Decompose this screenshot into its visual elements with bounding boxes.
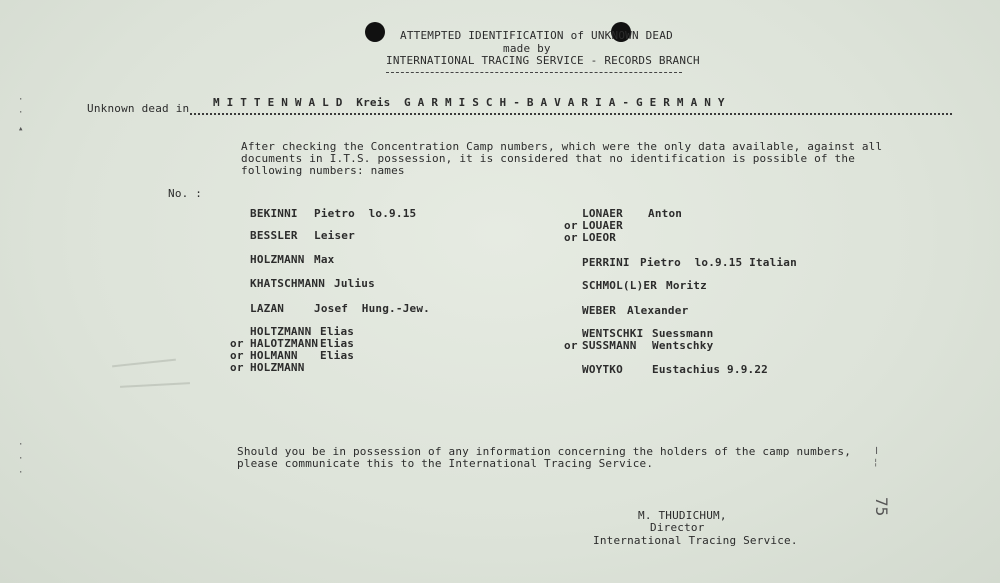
- header-title: ATTEMPTED IDENTIFICATION of UNKNOWN DEAD: [400, 29, 673, 42]
- margin-mark: ▴: [18, 124, 24, 134]
- footer-line-2: please communicate this to the International Tracing Service.: [237, 457, 654, 470]
- name-entry: SUSSMANN: [582, 339, 637, 352]
- faded-mark: [120, 382, 190, 388]
- location-value: M I T T E N W A L D Kreis G A R M I S C H - B A V A R I A - G E R M A N Y: [213, 96, 725, 109]
- name-entry: BESSLER: [250, 229, 298, 242]
- name-entry-given: Elias: [320, 337, 355, 350]
- name-entry-given: Suessmann: [652, 327, 714, 340]
- margin-mark: ·: [18, 468, 24, 478]
- name-entry-given: Wentschky: [652, 339, 714, 352]
- margin-mark: ·: [18, 454, 24, 464]
- name-entry-given: Alexander: [627, 304, 689, 317]
- location-dotted-line: [190, 113, 952, 115]
- name-entry-given: Max: [314, 253, 335, 266]
- signature-organization: International Tracing Service.: [593, 534, 798, 547]
- name-entry: HOLZMANN: [250, 253, 305, 266]
- name-entry: LOEOR: [582, 231, 617, 244]
- name-entry: WEBER: [582, 304, 617, 317]
- faded-mark: [112, 359, 176, 368]
- or-label: or: [564, 339, 578, 352]
- margin-mark: ·: [18, 95, 24, 105]
- margin-mark: ╷: [873, 440, 881, 454]
- intro-line-2: documents in I.T.S. possession, it is considered that no identification is possible of the: [241, 152, 856, 165]
- footer-line-1: Should you be in possession of any information concerning the holders of the camp numbers,: [237, 445, 852, 458]
- name-entry: BEKINNI: [250, 207, 298, 220]
- name-entry: LOUAER: [582, 219, 623, 232]
- name-entry: LAZAN: [250, 302, 285, 315]
- intro-line-1: After checking the Concentration Camp numbers, which were the only data available, against all: [241, 140, 883, 153]
- name-entry-given: Josef Hung.-Jew.: [314, 302, 430, 315]
- number-label: No. :: [168, 187, 203, 200]
- name-entry: HOLTZMANN: [250, 325, 312, 338]
- header-underline: [386, 72, 682, 73]
- name-entry-given: Pietro lo.9.15: [314, 207, 417, 220]
- margin-mark: ·: [18, 440, 24, 450]
- name-entry-given: Julius: [334, 277, 375, 290]
- name-entry-given: Moritz: [666, 279, 707, 292]
- name-entry-given: Pietro lo.9.15 Italian: [640, 256, 797, 269]
- name-entry: HOLZMANN: [250, 361, 305, 374]
- name-entry: WENTSCHKI: [582, 327, 644, 340]
- margin-page-number: 75: [872, 497, 891, 517]
- or-label: or: [230, 349, 244, 362]
- name-entry: HALOTZMANN: [250, 337, 319, 350]
- or-label: or: [230, 337, 244, 350]
- header-subtitle: made by: [503, 42, 551, 55]
- margin-mark: ·: [18, 108, 24, 118]
- or-label: or: [564, 219, 578, 232]
- name-entry-given: Eustachius 9.9.22: [652, 363, 768, 376]
- or-label: or: [230, 361, 244, 374]
- name-entry-given: Elias: [320, 325, 355, 338]
- name-entry: SCHMOL(L)ER: [582, 279, 658, 292]
- name-entry: LONAER: [582, 207, 623, 220]
- location-label: Unknown dead in: [87, 102, 190, 115]
- name-entry: KHATSCHMANN: [250, 277, 326, 290]
- name-entry-given: Anton: [648, 207, 683, 220]
- name-entry: PERRINI: [582, 256, 630, 269]
- margin-mark: ¦: [873, 458, 879, 468]
- signature-name: M. THUDICHUM,: [638, 509, 727, 522]
- signature-title: Director: [650, 521, 705, 534]
- name-entry: HOLMANN: [250, 349, 298, 362]
- intro-line-3: following numbers: names: [241, 164, 405, 177]
- name-entry-given: Leiser: [314, 229, 355, 242]
- punch-hole-left: [365, 22, 385, 42]
- name-entry: WOYTKO: [582, 363, 623, 376]
- header-organization: INTERNATIONAL TRACING SERVICE - RECORDS BRANCH: [386, 54, 700, 67]
- name-entry-given: Elias: [320, 349, 355, 362]
- or-label: or: [564, 231, 578, 244]
